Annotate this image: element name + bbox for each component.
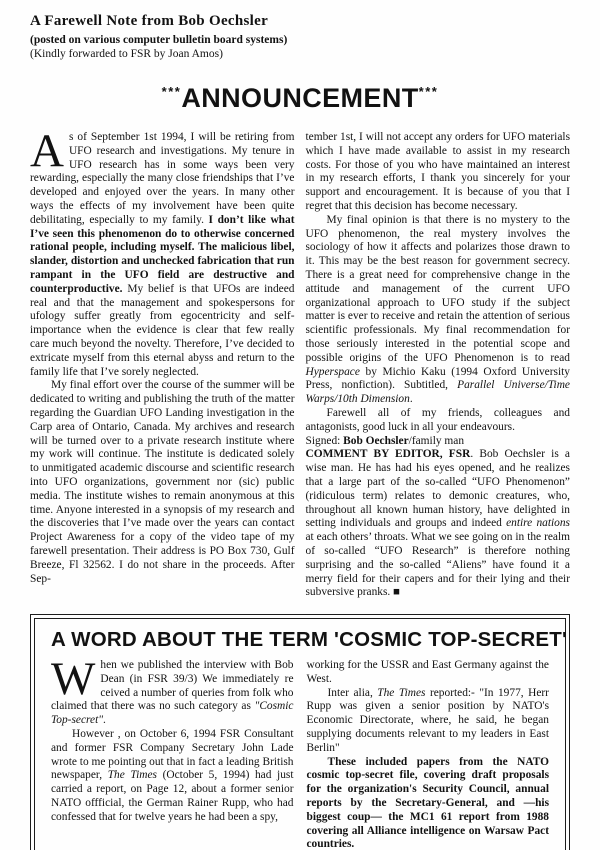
signed-line: [306, 435, 571, 449]
announcement-word: ANNOUNCEMENT: [181, 83, 419, 113]
asterisks-right: ***: [418, 84, 439, 99]
drop-cap-a: A: [30, 125, 64, 177]
cosmic-top-secret-box: [30, 614, 570, 850]
box-paragraph-inter-alia: [307, 687, 550, 756]
article-body: [0, 125, 600, 600]
paragraph-text: These included papers from the NATO cosmic top-secret file, covering draft proposals for the organization's Security Council, annual reports by the Secretary-General, and —his biggest coup— the MC1 61 report from 1988 covering all Alliance intelligence on Warsaw Pact countries.: [306, 755, 549, 850]
box-title: A WORD ABOUT THE TERM 'COSMIC TOP-SECRET': [51, 628, 568, 652]
paragraph-text: Farewell all of my friends, colleagues and antagonists, good luck in all your endeavours.: [305, 406, 570, 433]
asterisks-left: ***: [161, 84, 182, 99]
paragraph-final-opinion: [306, 214, 571, 407]
paragraph-continuation: [306, 131, 571, 214]
paragraph-text: My final effort over the course of the summer will be dedicated to writing and publishing the truth of the matter regarding the Guardian UFO Landing investigation in the Carp area of Ontario, Canada. My archives and research will be turned over to a private research institute where my work will continue. The institute is dedicated solely to unmitigated academic discourse and scientific research into UFO organizations, government nor (sic) public media. The institute wishes to remain anonymous at this time. Anyone interested in a synopsis of my research and the discoveries that I’ve made over the years can contact Project Awareness for a copy of the video tape of my farewell presentation. Their address is PO Box 730, Gulf Breeze, Fl 32562. I do not share in the proceeds. After Sep-: [30, 379, 295, 585]
paragraph-text: My final opinion is that there is no mystery to the UFO phenomenon, the real mystery involves the sociology of how it affects and polarizes those drawn to it. This may be the best reason for government secrecy. There is a great need for comprehensive change in the attitude and management of the current UFO organizational approach to UFO study if the subject matter is ever to receive and retain the attention of serious scientific professionals. My final recommendation for those seriously interested in the potential scope and possible origins of the UFO Phenomenon is to read Hyperspace by Michio Kaku (1994 Oxford University Press, nonfiction). Subtitled, Parallel Universe/Time Warps/10th Dimension.: [305, 213, 570, 406]
paragraph-text: hen we published the interview with Bob Dean (in FSR 39/3) We immediately re ceived a number of queries from folk who claimed that there was no such category as "Cosmic Top-secret".: [51, 659, 294, 727]
box-paragraph-nato-papers: [307, 756, 550, 850]
box-inner-frame: [34, 618, 566, 850]
paragraph-text: tember 1st, I will not accept any orders for UFO materials which I have made available to assist in my research costs. For those of you who have maintained an interest in my research efforts, I thank you sincerely for your support and encouragement. It is because of you that I regret that this decision has become necessary.: [305, 131, 570, 212]
announcement-heading: [0, 78, 600, 112]
box-paragraph-opening: [51, 653, 294, 728]
paragraph-final-effort: [30, 379, 295, 586]
paragraph-text: Inter alia, The Times reported:- "In 1977, Herr Rupp was given a senior position by NATO's Economic Directorate, where, he said, he began supplying documents relevant to my leaders in East Berlin": [306, 686, 549, 754]
article-subtitle: (posted on various computer bulletin board systems): [30, 34, 288, 46]
paragraph-text: However , on October 6, 1994 FSR Consultant and former FSR Company Secretary John Lade wrote to me pointing out that in fact a leading British newspaper, The Times (October 5, 1994) had just carried a report, on Page 12, about a former senior NATO offficial, the German Rainer Rupp, who had confessed that for twelve years he had been a spy,: [51, 728, 294, 823]
paragraph-text: s of September 1st 1994, I will be retiring from UFO research and investigations. My tenure in UFO research has in some ways been very rewarding, especially the many close friendships that I’ve developed and enjoyed over the years. In many other ways the effects of my involvement have been quite debilitating, especially to my family. I don’t like what I’ve seen this phenomenon do to otherwise concerned rational people, including myself. The malicious libel, slander, distortion and unchecked fabrication that run rampant in the UFO field are destructive and counterproductive. My belief is that UFOs are indeed real and that the management and spokespersons for ufology suffer greatly from egocentricity and self-importance when the evidence is clear that few really care much beyond the novelty. Therefore, I’ve decided to extricate myself from this eternal abyss and return to the family life that I’ve sorely neglected.: [30, 131, 295, 378]
article-column-right: [306, 131, 571, 600]
editor-comment: [306, 448, 571, 600]
box-paragraph-continuation: [307, 659, 550, 687]
paragraph-farewell: [306, 407, 571, 435]
box-body: [51, 653, 549, 850]
box-column-left: [51, 653, 294, 850]
article-column-left: [30, 125, 295, 600]
article-header: [0, 0, 600, 61]
box-column-right: [307, 659, 550, 850]
article-title: A Farewell Note from Bob Oechsler: [30, 13, 269, 29]
drop-cap-w: W: [51, 653, 96, 706]
paragraph-text: COMMENT BY EDITOR, FSR. Bob Oechsler is a wise man. He has had his eyes opened, and he realizes that a large part of the so-called “UFO Phenomenon” (ridiculous term) relates to demonic creatures, who, throughout all known human history, have delighted in setting individuals and groups and indeed entire nations at each others’ throats. What we see going on in the realm of so-called “UFO Research” is therefore nothing surprising and the so-called “Aliens” have found it a merry field for their capers and for their lying and their subversive pranks. ■: [305, 448, 570, 599]
box-paragraph-however: [51, 728, 294, 825]
paragraph-text: working for the USSR and East Germany against the West.: [306, 659, 549, 685]
paragraph-text: Signed: Bob Oechsler/family man: [305, 434, 465, 447]
forwarded-note: (Kindly forwarded to FSR by Joan Amos): [30, 48, 223, 60]
paragraph-opening: [30, 125, 295, 379]
